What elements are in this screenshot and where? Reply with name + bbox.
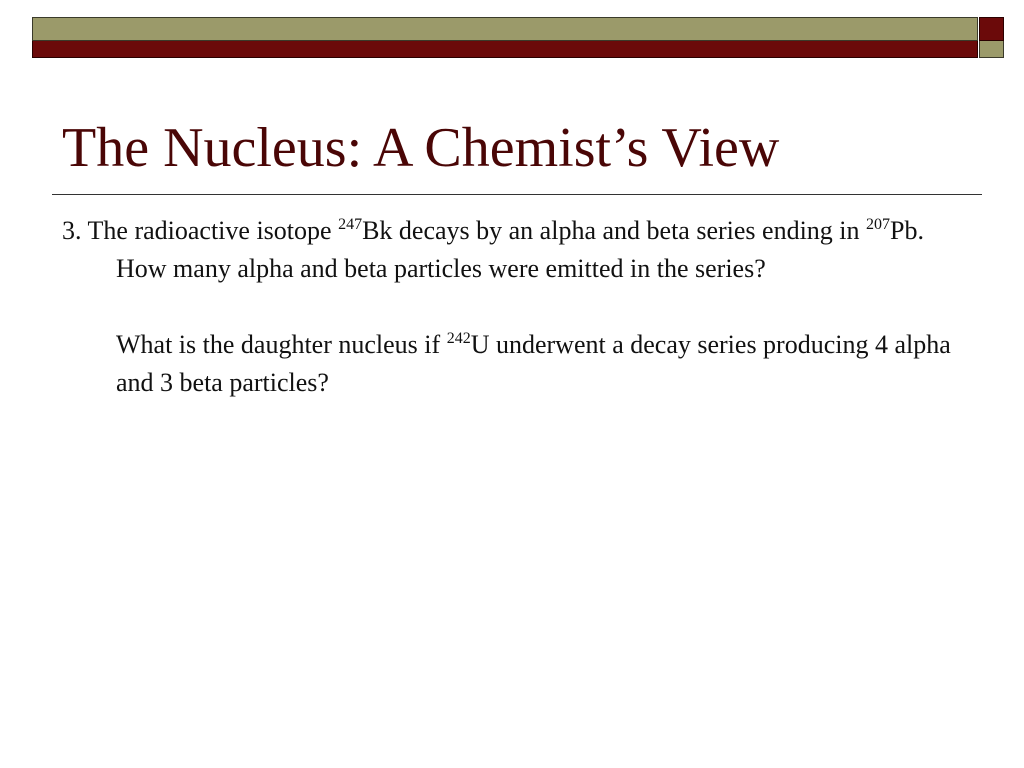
question-number: 3. [62, 216, 82, 245]
header-bar-olive [32, 17, 978, 41]
question-text-2: Bk decays by an alpha and beta series ending in [362, 216, 867, 245]
header-square-olive [979, 41, 1004, 58]
title-divider [52, 194, 982, 195]
isotope-mass-pb: 207 [866, 216, 891, 233]
slide-body [62, 212, 952, 402]
followup-text-1: What is the daughter nucleus if [116, 330, 447, 359]
header-bar-maroon [32, 41, 978, 58]
followup-question [62, 326, 952, 402]
question-text-1: The radioactive isotope [87, 216, 339, 245]
header-square-maroon [979, 17, 1004, 41]
isotope-mass-u: 242 [446, 330, 471, 347]
question-text-3: Pb. How many alpha and beta particles were emitted in the series? [116, 216, 924, 283]
question-3 [62, 212, 952, 288]
followup-text-2: U underwent a decay series producing 4 alpha and 3 beta particles? [116, 330, 951, 397]
slide-title: The Nucleus: A Chemist’s View [62, 117, 780, 179]
isotope-mass-bk: 247 [338, 216, 363, 233]
